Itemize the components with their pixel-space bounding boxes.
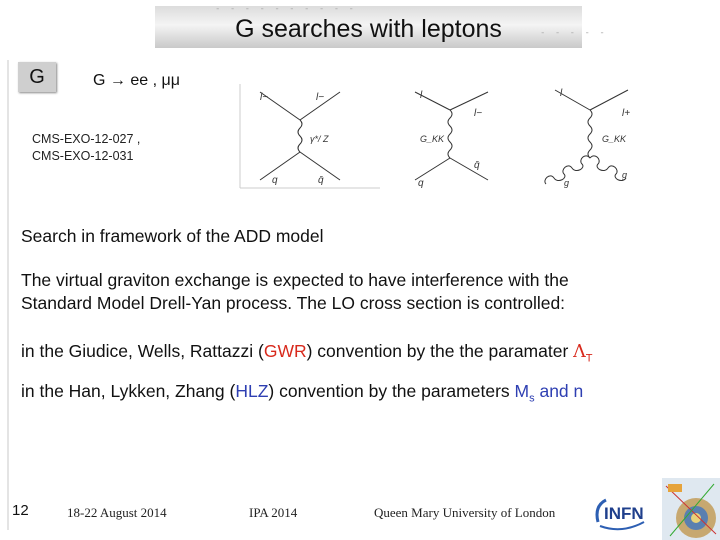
d2-graviton-propagator	[448, 110, 452, 158]
hlz-prefix: in the Han, Lykken, Zhang (	[21, 381, 236, 401]
ms-subscript: s	[529, 392, 535, 405]
d1-quark-left	[260, 152, 300, 180]
interference-line-2: Standard Model Drell-Yan process. The LO cross section is controlled:	[21, 293, 566, 313]
d3-label-top: l	[560, 88, 563, 99]
d2-label-br: q̄	[474, 160, 480, 171]
lambda-symbol: Λ	[573, 342, 586, 362]
d3-gluon-right	[590, 156, 626, 181]
d2-label-mid: G_KK	[420, 134, 445, 144]
footer-date: 18-22 August 2014	[67, 505, 167, 520]
graviton-box: G	[18, 62, 56, 92]
hlz-acronym: HLZ	[235, 381, 269, 401]
d3-graviton-propagator	[588, 110, 592, 158]
footer-institution: Queen Mary University of London	[374, 505, 556, 520]
d1-label-br: q̄	[318, 175, 324, 186]
infn-logo	[592, 492, 660, 532]
left-rule	[7, 60, 9, 530]
interference-paragraph	[21, 269, 569, 315]
d3-lepton-out	[590, 90, 628, 110]
title-decoration: - - - - - - - - - -	[215, 4, 356, 14]
d1-label-bl: q	[272, 175, 278, 186]
d1-label-tr: l−	[316, 92, 325, 103]
d2-lepton-out	[450, 92, 488, 110]
gwr-acronym: GWR	[263, 341, 307, 361]
d2-quark-out	[450, 158, 488, 180]
detector-image	[662, 478, 720, 540]
d1-label-mid: γ*/ Z	[310, 134, 329, 144]
d1-label-tl: l−	[260, 92, 269, 103]
lambda-subscript: T	[585, 352, 593, 365]
analysis-references	[32, 131, 140, 165]
reference-2: CMS-EXO-12-031	[32, 149, 134, 163]
d2-label-bl: q	[418, 178, 424, 189]
feynman-diagrams	[230, 80, 710, 198]
process-label: G → ee , μμ	[93, 72, 180, 89]
gwr-convention	[21, 340, 593, 371]
title-decoration-right: - - - - -	[540, 28, 607, 38]
d1-photon-propagator	[298, 120, 302, 152]
d3-label-bl: g	[564, 178, 570, 188]
n-parameter: and n	[534, 381, 584, 401]
intro-text: Search in framework of the ADD model	[21, 226, 324, 246]
interference-line-1: The virtual graviton exchange is expected to have interference with the	[21, 270, 569, 290]
d2-quark-in	[415, 158, 450, 180]
d2-label-tr: l−	[474, 108, 483, 119]
infn-logo-text: INFN	[604, 504, 644, 523]
d2-label-top: l	[420, 90, 423, 101]
d3-label-tr: l+	[622, 108, 631, 119]
hlz-suffix: ) convention by the parameters	[268, 381, 515, 401]
d3-label-mid: G_KK	[602, 134, 627, 144]
reference-1: CMS-EXO-12-027 ,	[32, 132, 141, 146]
d3-label-br: g	[622, 170, 628, 180]
slide-title: G searches with leptons	[235, 15, 502, 43]
ms-symbol: M	[514, 381, 530, 401]
footer-event: IPA 2014	[249, 505, 298, 520]
page-number: 12	[12, 502, 29, 519]
gwr-prefix: in the Giudice, Wells, Rattazzi (	[21, 341, 264, 361]
hlz-convention	[21, 380, 583, 411]
gwr-suffix: ) convention by the the paramater	[306, 341, 574, 361]
